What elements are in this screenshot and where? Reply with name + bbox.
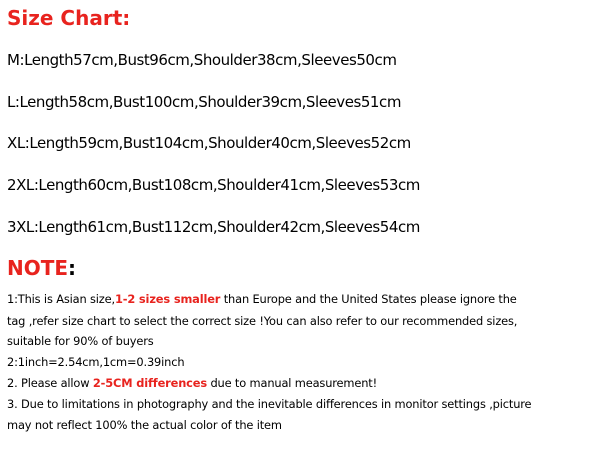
note-line-4: 2:1inch=2.54cm,1cm=0.39inch xyxy=(7,355,185,369)
note-line-1-highlight: 1-2 sizes smaller xyxy=(114,292,221,306)
note-colon: : xyxy=(68,256,77,280)
note-line-5 xyxy=(7,376,377,390)
note-title: NOTE xyxy=(7,256,69,280)
size-row-2xl: 2XL:Length60cm,Bust108cm,Shoulder41cm,Sleeves53cm xyxy=(7,176,420,194)
note-line-6: 3. Due to limitations in photography and the inevitable differences in monitor settings ,picture xyxy=(7,397,532,411)
note-line-5-prefix: 2. Please allow xyxy=(7,376,93,390)
note-line-1-prefix: 1:This is Asian size, xyxy=(7,292,115,306)
size-row-l: L:Length58cm,Bust100cm,Shoulder39cm,Sleeves51cm xyxy=(7,93,401,111)
note-line-7: may not reflect 100% the actual color of the item xyxy=(7,418,282,432)
size-row-xl: XL:Length59cm,Bust104cm,Shoulder40cm,Sleeves52cm xyxy=(7,134,411,152)
note-heading xyxy=(7,256,76,280)
note-line-3: suitable for 90% of buyers xyxy=(7,334,154,348)
note-line-1 xyxy=(7,292,517,306)
note-line-1-suffix: than Europe and the United States please ignore the xyxy=(220,292,517,306)
note-line-2: tag ,refer size chart to select the correct size !You can also refer to our recommended sizes, xyxy=(7,314,518,328)
size-row-m: M:Length57cm,Bust96cm,Shoulder38cm,Sleeves50cm xyxy=(7,51,397,69)
size-row-3xl: 3XL:Length61cm,Bust112cm,Shoulder42cm,Sleeves54cm xyxy=(7,218,420,236)
note-line-5-highlight: 2-5CM differences xyxy=(92,376,207,390)
note-line-5-suffix: due to manual measurement! xyxy=(206,376,378,390)
size-chart-title: Size Chart: xyxy=(7,6,131,30)
